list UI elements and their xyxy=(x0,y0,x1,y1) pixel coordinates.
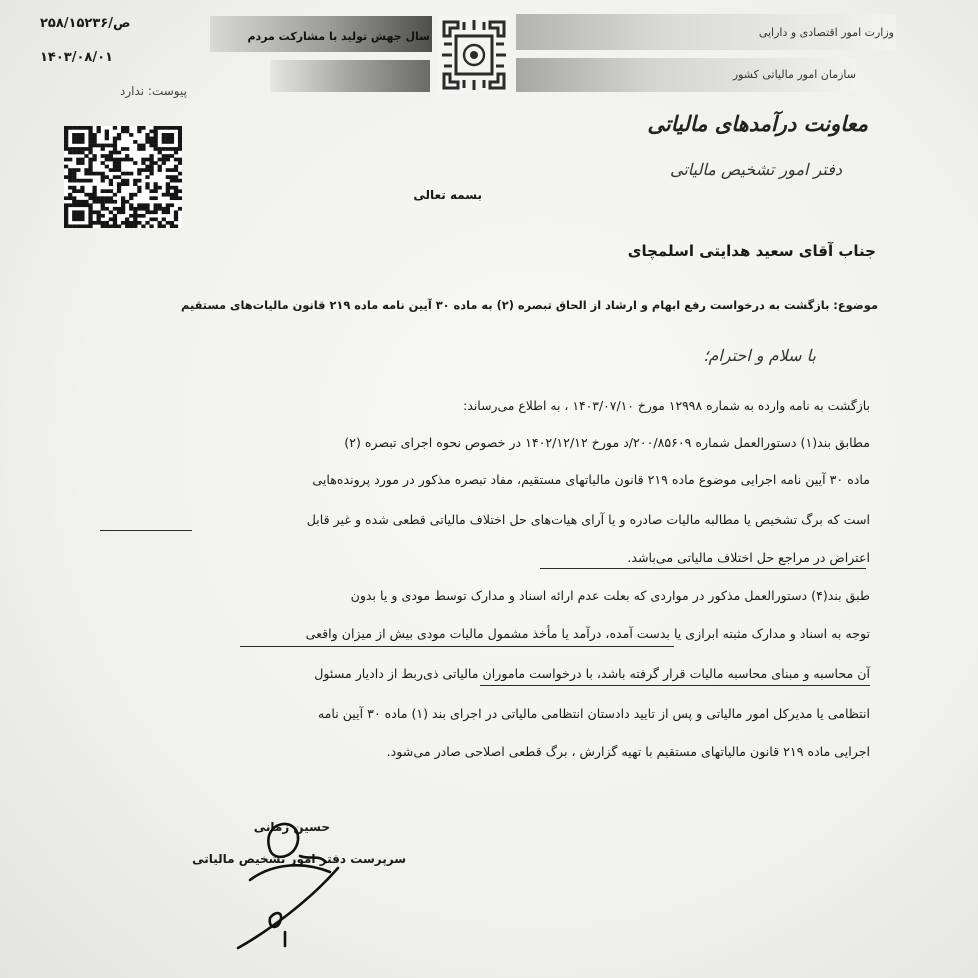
body-line: اعتراض در مراجع حل اختلاف مالیاتی می‌باشد. xyxy=(627,550,870,565)
body-line: توجه به اسناد و مدارک مثبته ابرازی یا بدست آمده، درآمد یا مأخذ مشمول مالیات مودی بیش از میزان واقعی xyxy=(305,626,870,641)
signatory-name: حسین زمانی xyxy=(253,820,330,834)
body-line: آن محاسبه و مبنای محاسبه مالیات قرار گرفته باشد، با درخواست ماموران مالیاتی ذی‌ربط از دادیار مسئول xyxy=(314,666,870,681)
body-line: بازگشت به نامه وارده به شماره ۱۲۹۹۸ مورخ ۱۴۰۳/۰۷/۱۰ ، به اطلاع می‌رساند: xyxy=(463,398,870,413)
body-line: است که برگ تشخیص یا مطالبه مالیات صادره و یا آرای هیات‌های حل اختلاف مالیاتی قطعی شده و غیر قابل xyxy=(306,512,870,527)
underline-mark xyxy=(100,530,192,531)
office-name: دفتر امور تشخیص مالیاتی xyxy=(670,160,842,179)
basmala: بسمه تعالی xyxy=(413,188,482,202)
handwritten-signature-icon xyxy=(230,810,360,960)
letter-date: ۱۴۰۳/۰۸/۰۱ xyxy=(40,50,113,65)
greeting: با سلام و احترام؛ xyxy=(703,346,816,365)
tax-organization-emblem-icon xyxy=(436,14,512,96)
qr-code-icon xyxy=(64,126,182,228)
ministry-name: وزارت امور اقتصادی و دارایی xyxy=(758,26,894,39)
reference-number: ۲۵۸/۱۵۲۳۶/ص xyxy=(40,16,131,31)
subject-line: موضوع: بازگشت به درخواست رفع ابهام و ارشاد از الحاق تبصره (۲) به ماده ۳۰ آیین نامه ماده ۲۱۹ قانون مالیات‌های مستقیم xyxy=(181,298,878,312)
underline-mark xyxy=(240,646,674,647)
underline-mark xyxy=(480,685,870,686)
attachment-label: پیوست: ندارد xyxy=(120,84,187,98)
deputy-name: معاونت درآمدهای مالیاتی xyxy=(647,112,868,136)
body-line: مطابق بند(۱) دستورالعمل شماره ۲۰۰/۸۵۶۰۹/د مورخ ۱۴۰۲/۱۲/۱۲ در خصوص نحوه اجرای تبصره (۲) xyxy=(344,435,870,450)
underline-mark xyxy=(540,568,866,569)
signatory-title: سرپرست دفتر امور تشخیص مالیاتی xyxy=(192,852,406,866)
body-line: انتظامی یا مدیرکل امور مالیاتی و پس از تایید دادستان انتظامی مالیاتی در اجرای بند (۱) ماده ۳۰ آیین نامه xyxy=(317,706,870,721)
body-line: ماده ۳۰ آیین نامه اجرایی موضوع ماده ۲۱۹ قانون مالیاتهای مستقیم، مفاد تبصره مذکور در مورد پرونده‌هایی xyxy=(312,472,870,487)
recipient: جناب آقای سعید هدایتی اسلمچای xyxy=(627,242,876,260)
secondary-band xyxy=(270,60,430,92)
body-line: اجرایی ماده ۲۱۹ قانون مالیاتهای مستقیم با تهیه گزارش ، برگ قطعی اصلاحی صادر می‌شود. xyxy=(386,744,870,759)
body-line: طبق بند(۴) دستورالعمل مذکور در مواردی که بعلت عدم ارائه اسناد و مدارک توسط مودی و یا بدون xyxy=(350,588,870,603)
organization-name: سازمان امور مالیاتی کشور xyxy=(732,68,856,81)
slogan-text: سال جهش تولید با مشارکت مردم xyxy=(247,30,430,43)
